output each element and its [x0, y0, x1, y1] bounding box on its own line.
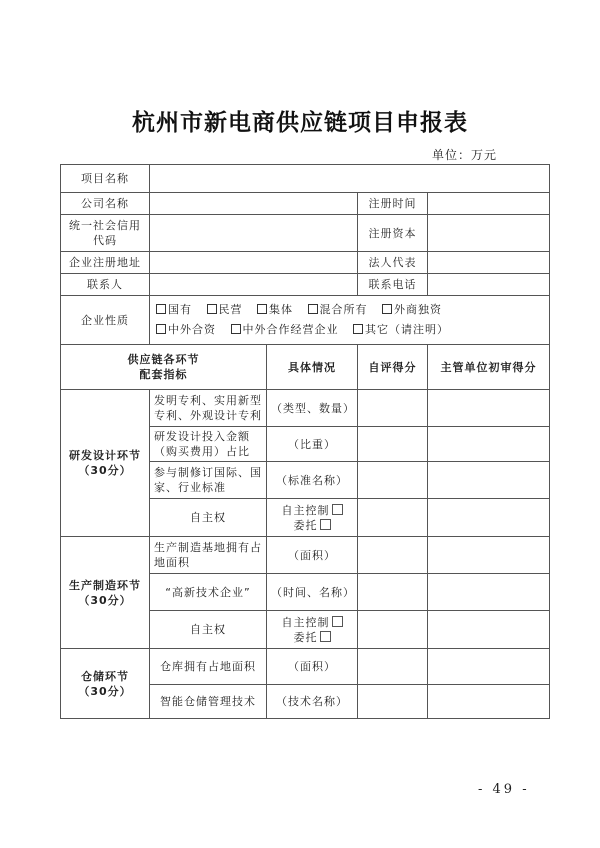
- control-option-self[interactable]: 自主控制: [271, 615, 353, 630]
- store-self-score-0[interactable]: [358, 649, 428, 685]
- company-name-label: 公司名称: [61, 193, 150, 215]
- contact-field[interactable]: [150, 274, 358, 296]
- nature-label: 企业性质: [61, 296, 150, 345]
- prod-detail-0: （面积）: [267, 537, 358, 574]
- checkbox-icon[interactable]: [353, 324, 363, 334]
- rd-detail-0: （类型、数量）: [267, 390, 358, 427]
- checkbox-icon[interactable]: [156, 304, 166, 314]
- prod-review-score-1[interactable]: [428, 574, 550, 611]
- store-indicator-1: 智能仓储管理技术: [150, 685, 267, 719]
- legal-rep-label: 法人代表: [358, 252, 428, 274]
- store-review-score-0[interactable]: [428, 649, 550, 685]
- prod-indicator-1: “高新技术企业”: [150, 574, 267, 611]
- checkbox-icon[interactable]: [320, 631, 331, 642]
- rd-indicator-2: 参与制修订国际、国家、行业标准: [150, 462, 267, 499]
- nature-option-2[interactable]: 集体: [257, 300, 293, 320]
- rd-indicator-1: 研发设计投入金额（购买费用）占比: [150, 427, 267, 462]
- control-option-entrust[interactable]: 委托: [271, 630, 353, 645]
- legal-rep-field[interactable]: [428, 252, 550, 274]
- nature-option-4[interactable]: 外商独资: [382, 300, 442, 320]
- checkbox-icon[interactable]: [332, 504, 343, 515]
- store-detail-1: （技术名称）: [267, 685, 358, 719]
- document-title: 杭州市新电商供应链项目申报表: [132, 109, 468, 136]
- prod-indicator-2: 自主权: [150, 611, 267, 649]
- project-name-label: 项目名称: [61, 165, 150, 193]
- register-address-label: 企业注册地址: [61, 252, 150, 274]
- checkbox-icon[interactable]: [257, 304, 267, 314]
- rd-indicator-0: 发明专利、实用新型专利、外观设计专利: [150, 390, 267, 427]
- prod-detail-2: [267, 611, 358, 649]
- nature-option-5[interactable]: 中外合资: [156, 320, 216, 340]
- nature-option-0[interactable]: 国有: [156, 300, 192, 320]
- application-form-table: [60, 164, 550, 719]
- header-supply-chain: 供应链各环节 配套指标: [61, 345, 267, 390]
- prod-self-score-2[interactable]: [358, 611, 428, 649]
- register-time-label: 注册时间: [358, 193, 428, 215]
- rd-self-score-1[interactable]: [358, 427, 428, 462]
- rd-indicator-3: 自主权: [150, 499, 267, 537]
- prod-indicator-0: 生产制造基地拥有占地面积: [150, 537, 267, 574]
- credit-code-field[interactable]: [150, 215, 358, 252]
- nature-option-3[interactable]: 混合所有: [308, 300, 368, 320]
- section-production: 生产制造环节 （30分）: [61, 537, 150, 649]
- contact-phone-field[interactable]: [428, 274, 550, 296]
- rd-self-score-3[interactable]: [358, 499, 428, 537]
- checkbox-icon[interactable]: [382, 304, 392, 314]
- rd-review-score-1[interactable]: [428, 427, 550, 462]
- rd-detail-3: [267, 499, 358, 537]
- header-detail: 具体情况: [267, 345, 358, 390]
- store-self-score-1[interactable]: [358, 685, 428, 719]
- nature-option-7[interactable]: 其它（请注明）: [353, 320, 449, 340]
- project-name-field[interactable]: [150, 165, 550, 193]
- control-option-self[interactable]: 自主控制: [271, 503, 353, 518]
- unit-label: 单位：万元: [432, 148, 498, 162]
- page-number: - 49 -: [478, 782, 530, 797]
- header-self-score: 自评得分: [358, 345, 428, 390]
- rd-detail-2: （标准名称）: [267, 462, 358, 499]
- store-indicator-0: 仓库拥有占地面积: [150, 649, 267, 685]
- prod-self-score-0[interactable]: [358, 537, 428, 574]
- credit-code-label: 统一社会信用代码: [61, 215, 150, 252]
- store-review-score-1[interactable]: [428, 685, 550, 719]
- rd-self-score-2[interactable]: [358, 462, 428, 499]
- checkbox-icon[interactable]: [207, 304, 217, 314]
- section-storage: 仓储环节 （30分）: [61, 649, 150, 719]
- nature-options: [150, 296, 550, 345]
- checkbox-icon[interactable]: [332, 616, 343, 627]
- prod-review-score-0[interactable]: [428, 537, 550, 574]
- header-review-score: 主管单位初审得分: [428, 345, 550, 390]
- register-address-field[interactable]: [150, 252, 358, 274]
- control-option-entrust[interactable]: 委托: [271, 518, 353, 533]
- register-time-field[interactable]: [428, 193, 550, 215]
- checkbox-icon[interactable]: [231, 324, 241, 334]
- prod-self-score-1[interactable]: [358, 574, 428, 611]
- contact-label: 联系人: [61, 274, 150, 296]
- checkbox-icon[interactable]: [320, 519, 331, 530]
- checkbox-icon[interactable]: [308, 304, 318, 314]
- nature-option-6[interactable]: 中外合作经营企业: [231, 320, 339, 340]
- register-capital-field[interactable]: [428, 215, 550, 252]
- register-capital-label: 注册资本: [358, 215, 428, 252]
- rd-review-score-2[interactable]: [428, 462, 550, 499]
- checkbox-icon[interactable]: [156, 324, 166, 334]
- rd-review-score-3[interactable]: [428, 499, 550, 537]
- nature-option-1[interactable]: 民营: [207, 300, 243, 320]
- store-detail-0: （面积）: [267, 649, 358, 685]
- rd-detail-1: （比重）: [267, 427, 358, 462]
- prod-detail-1: （时间、名称）: [267, 574, 358, 611]
- contact-phone-label: 联系电话: [358, 274, 428, 296]
- section-rd: 研发设计环节 （30分）: [61, 390, 150, 537]
- prod-review-score-2[interactable]: [428, 611, 550, 649]
- rd-self-score-0[interactable]: [358, 390, 428, 427]
- company-name-field[interactable]: [150, 193, 358, 215]
- rd-review-score-0[interactable]: [428, 390, 550, 427]
